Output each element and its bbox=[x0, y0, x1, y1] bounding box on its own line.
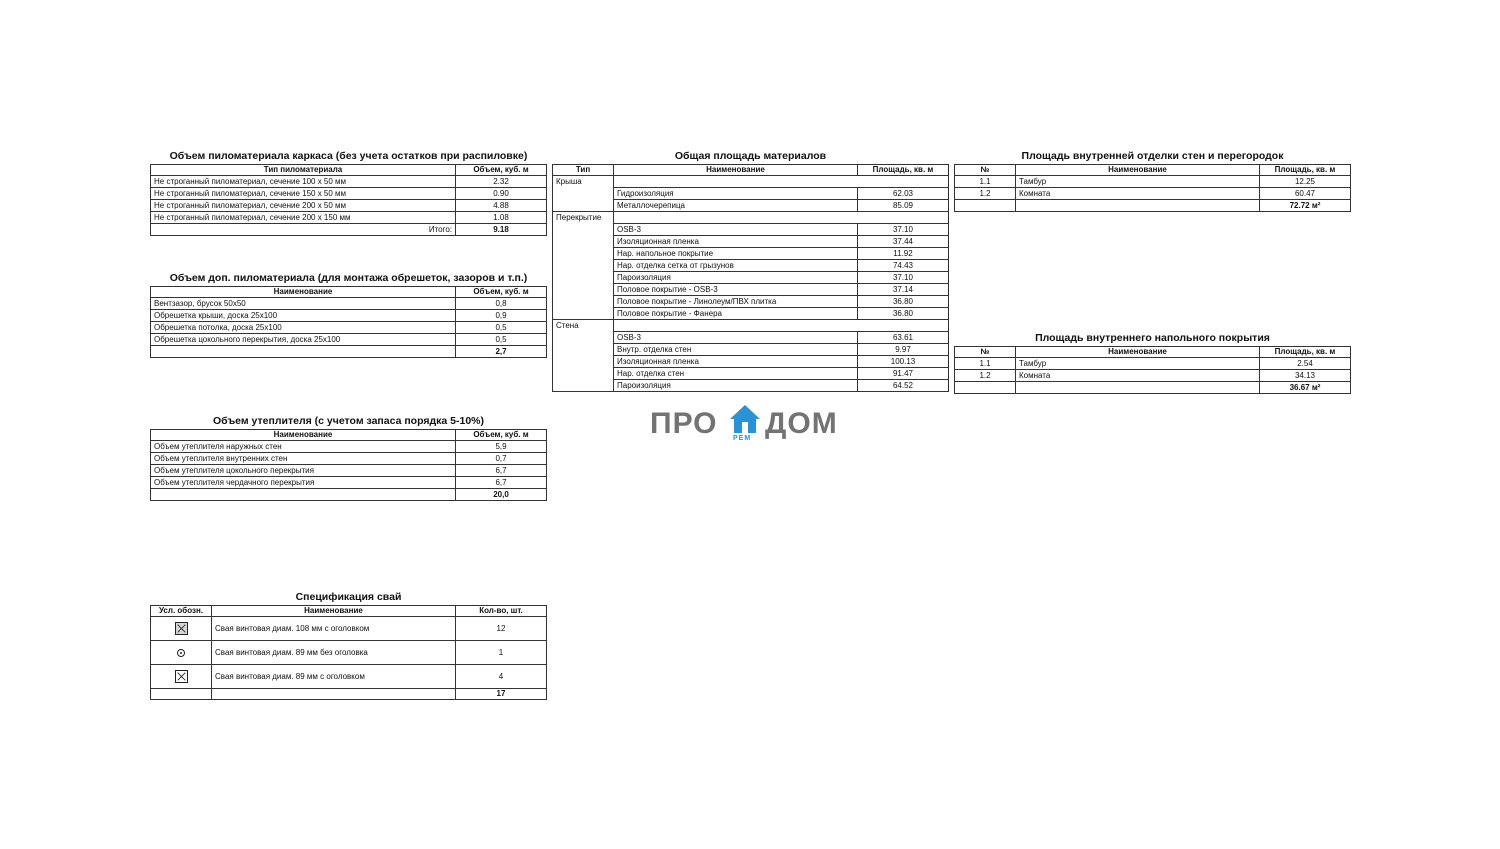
table-row: Не строганный пиломатериал, сечение 200 х 50 мм 4.88 bbox=[151, 200, 547, 212]
table-row: Изоляционная пленка 37.44 bbox=[553, 236, 949, 248]
table-row: Гидроизоляция 62.03 bbox=[553, 188, 949, 200]
table-row: Металлочерепица 85.09 bbox=[553, 200, 949, 212]
materials-table: Тип Наименование Площадь, кв. м Крыша Гидроизоляция 62.03 Металлочерепица 85.09 Перекрытие OSB-3 37.10 Изоляционная пленка 37.44 Нар. напольное покрытие 11.92 Нар. отделка сетка от грызунов 74.43 Пароизоляция 37.10 Половое покрытие - OSB-3 37.14 Половое покрытие - Линолеум/ПВХ плитка 36.80 Половое покрытие - Фанера 36.80 Стена OSB-3 63.61 Внутр. отделка стен 9.97 Изоляционная пленка 100.13 Нар. отделка стен 91.47 Пароизоляция 64.52 bbox=[552, 164, 949, 392]
table-row: Объем утеплителя наружных стен 5,9 bbox=[151, 441, 547, 453]
table-row: Нар. отделка сетка от грызунов 74.43 bbox=[553, 260, 949, 272]
table-row: Объем утеплителя чердачного перекрытия 6,7 bbox=[151, 477, 547, 489]
table-row: OSB-3 63.61 bbox=[553, 332, 949, 344]
table-row: Обрешетка крыши, доска 25х100 0,9 bbox=[151, 310, 547, 322]
table-row: Внутр. отделка стен 9.97 bbox=[553, 344, 949, 356]
table-row: Не строганный пиломатериал, сечение 200 х 150 мм 1.08 bbox=[151, 212, 547, 224]
insulation-title: Объем утеплителя (с учетом запаса порядка 5-10%) bbox=[212, 415, 485, 427]
ring-dot-icon bbox=[177, 649, 185, 657]
table-row: Свая винтовая диам. 89 мм без оголовка 1 bbox=[151, 641, 547, 665]
logo-sub: РЕМ bbox=[733, 435, 752, 442]
total-row: 2,7 bbox=[151, 346, 547, 358]
insulation-block bbox=[150, 415, 547, 501]
logo-text-right: ДОМ bbox=[765, 407, 838, 440]
table-row: Половое покрытие - Линолеум/ПВХ плитка 36.80 bbox=[553, 296, 949, 308]
table-row: Половое покрытие - Фанера 36.80 bbox=[553, 308, 949, 320]
floor-finish-title: Площадь внутреннего напольного покрытия bbox=[1035, 332, 1270, 344]
extra-lumber-block bbox=[150, 272, 547, 358]
table-row: Изоляционная пленка 100.13 bbox=[553, 356, 949, 368]
table-row: Объем утеплителя цокольного перекрытия 6,7 bbox=[151, 465, 547, 477]
table-row: 1.2 Комната 34.13 bbox=[955, 370, 1351, 382]
table-row: Нар. отделка стен 91.47 bbox=[553, 368, 949, 380]
pro-dom-logo bbox=[650, 404, 850, 448]
wall-finish-table: № Наименование Площадь, кв. м 1.1 Тамбур 12.25 1.2 Комната 60.47 72.72 м² bbox=[954, 164, 1351, 212]
wall-finish-title: Площадь внутренней отделки стен и перегородок bbox=[1021, 150, 1284, 162]
house-icon bbox=[729, 404, 761, 434]
total-row: 17 bbox=[151, 689, 547, 700]
square-cross-icon bbox=[175, 670, 188, 683]
piles-table: Усл. обозн. Наименование Кол-во, шт. Свая винтовая диам. 108 мм с оголовком 12 Свая винтовая диам. 89 мм без оголовка 1 Свая винтовая диам. 89 мм с оголовком 4 17 bbox=[150, 605, 547, 700]
table-row: Обрешетка потолка, доска 25х100 0,5 bbox=[151, 322, 547, 334]
total-row: 20,0 bbox=[151, 489, 547, 501]
logo-text-left: ПРО bbox=[650, 407, 718, 440]
group-type: Перекрытие bbox=[553, 212, 614, 224]
table-row: Свая винтовая диам. 89 мм с оголовком 4 bbox=[151, 665, 547, 689]
table-row: Объем утеплителя внутренних стен 0,7 bbox=[151, 453, 547, 465]
group-row bbox=[553, 176, 949, 188]
materials-block bbox=[552, 150, 949, 392]
piles-block bbox=[150, 591, 547, 700]
lumber-table bbox=[150, 164, 547, 236]
table-row: Пароизоляция 64.52 bbox=[553, 380, 949, 392]
extra-lumber-title: Объем доп. пиломатериала (для монтажа обрешеток, зазоров и т.п.) bbox=[169, 272, 528, 284]
group-row bbox=[553, 212, 949, 224]
table-row: 1.2 Комната 60.47 bbox=[955, 188, 1351, 200]
materials-title: Общая площадь материалов bbox=[674, 150, 827, 162]
table-row: Не строганный пиломатериал, сечение 150 х 50 мм 0.90 bbox=[151, 188, 547, 200]
lumber-header-type: Тип пиломатериала bbox=[151, 165, 456, 176]
table-row: 1.1 Тамбур 2.54 bbox=[955, 358, 1351, 370]
floor-finish-block bbox=[954, 332, 1351, 394]
group-type: Стена bbox=[553, 320, 614, 332]
table-row: 1.1 Тамбур 12.25 bbox=[955, 176, 1351, 188]
total-row: Итого: 9.18 bbox=[151, 224, 547, 236]
total-row: 36.67 м² bbox=[955, 382, 1351, 394]
square-cross-filled-icon bbox=[175, 622, 188, 635]
insulation-table: Наименование Объем, куб. м Объем утеплителя наружных стен 5,9 Объем утеплителя внутренних стен 0,7 Объем утеплителя цокольного перекрытия 6,7 Объем утеплителя чердачного перекрытия 6,7 20,0 bbox=[150, 429, 547, 501]
total-row: 72.72 м² bbox=[955, 200, 1351, 212]
table-row: Обрешетка цокольного перекрытия, доска 25х100 0,5 bbox=[151, 334, 547, 346]
table-row: Не строганный пиломатериал, сечение 100 х 50 мм 2.32 bbox=[151, 176, 547, 188]
table-row: Свая винтовая диам. 108 мм с оголовком 12 bbox=[151, 617, 547, 641]
lumber-block bbox=[150, 150, 547, 236]
table-row: Пароизоляция 37.10 bbox=[553, 272, 949, 284]
lumber-header-volume: Объем, куб. м bbox=[456, 165, 547, 176]
group-type: Крыша bbox=[553, 176, 614, 188]
extra-lumber-table: Наименование Объем, куб. м Вентзазор, брусок 50х50 0,8 Обрешетка крыши, доска 25х100 0,9 Обрешетка потолка, доска 25х100 0,5 Обрешетка цокольного перекрытия, доска 25х100 0,5 2,7 bbox=[150, 286, 547, 358]
table-row: Половое покрытие - OSB-3 37.14 bbox=[553, 284, 949, 296]
floor-finish-table: № Наименование Площадь, кв. м 1.1 Тамбур 2.54 1.2 Комната 34.13 36.67 м² bbox=[954, 346, 1351, 394]
piles-title: Спецификация свай bbox=[295, 591, 402, 603]
table-row: Нар. напольное покрытие 11.92 bbox=[553, 248, 949, 260]
table-row: OSB-3 37.10 bbox=[553, 224, 949, 236]
group-row bbox=[553, 320, 949, 332]
lumber-title: Объем пиломатериала каркаса (без учета остатков при распиловке) bbox=[169, 150, 528, 162]
table-row: Вентзазор, брусок 50х50 0,8 bbox=[151, 298, 547, 310]
wall-finish-block bbox=[954, 150, 1351, 212]
